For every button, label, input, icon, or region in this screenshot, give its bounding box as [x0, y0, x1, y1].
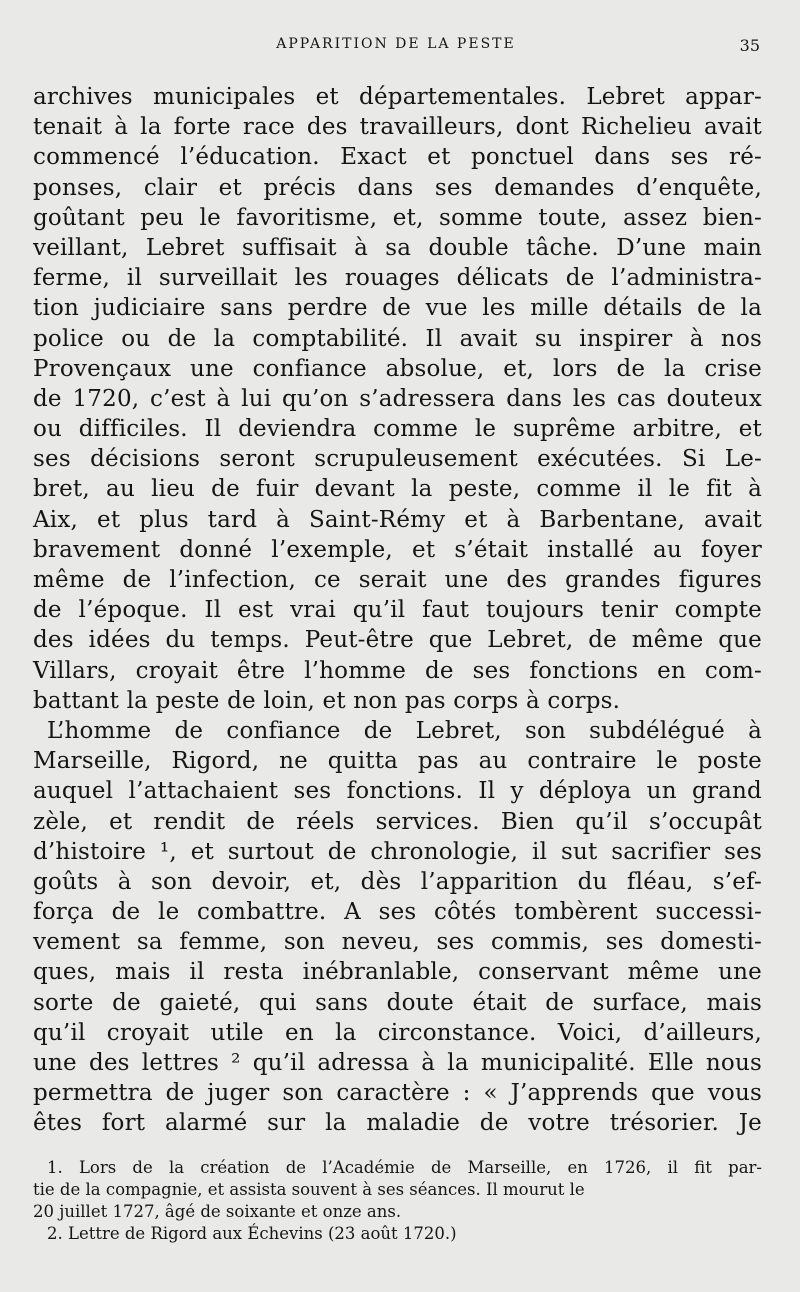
text-line: Villars, croyait être l’homme de ses fonctions en com- — [33, 657, 762, 684]
text-line: tion judiciaire sans perdre de vue les mille détails de la — [33, 295, 762, 322]
text-line: bret, au lieu de fuir devant la peste, comme il le fit à — [33, 476, 762, 503]
text-line: archives municipales et départementales. Lebret appar- — [33, 84, 762, 110]
footnote-line: 20 juillet 1727, âgé de soixante et onze ans. — [33, 1202, 402, 1221]
text-line: Marseille, Rigord, ne quitta pas au contraire le poste — [33, 748, 762, 775]
footnotes — [33, 1157, 762, 1245]
text-line: ponses, clair et précis dans ses demandes d’enquête, — [33, 174, 762, 201]
text-line: êtes fort alarmé sur la maladie de votre trésorier. Je — [33, 1110, 762, 1137]
text-line: permettra de juger son caractère : « J’apprends que vous — [33, 1080, 762, 1107]
text-line: de l’époque. Il est vrai qu’il faut toujours tenir compte — [33, 597, 762, 624]
text-line: des idées du temps. Peut-être que Lebret, de même que — [33, 627, 762, 654]
text-line: ou difficiles. Il deviendra comme le suprême arbitre, et — [33, 416, 762, 443]
text-line: bravement donné l’exemple, et s’était installé au foyer — [33, 536, 762, 563]
text-line: même de l’infection, ce serait une des grandes figures — [33, 567, 762, 593]
text-line: tenait à la forte race des travailleurs, dont Richelieu avait — [33, 114, 762, 141]
text-line: L’homme de confiance de Lebret, son subdélégué à — [47, 717, 762, 744]
text-line: de 1720, c’est à lui qu’on s’adressera dans les cas douteux — [33, 385, 762, 412]
footnote-line: 1. Lors de la création de l’Académie de Marseille, en 1726, il fit par- — [47, 1158, 762, 1177]
text-line: battant la peste de loin, et non pas corps à corps. — [33, 687, 621, 714]
page-number: 35 — [739, 36, 760, 55]
text-line: vement sa femme, son neveu, ses commis, ses domesti- — [33, 929, 762, 956]
footnote-line: 2. Lettre de Rigord aux Échevins (23 août 1720.) — [47, 1224, 457, 1243]
running-title: APPARITION DE LA PESTE — [276, 36, 516, 52]
footnote-line: tie de la compagnie, et assista souvent à ses séances. Il mourut le — [33, 1180, 585, 1199]
text-line: Aix, et plus tard à Saint-Rémy et à Barbentane, avait — [33, 506, 762, 533]
text-line: goûtant peu le favoritisme, et, somme toute, assez bien- — [33, 204, 762, 231]
body-text — [33, 82, 762, 1139]
text-line: auquel l’attachaient ses fonctions. Il y déploya un grand — [33, 778, 762, 805]
text-line: d’histoire ¹, et surtout de chronologie, il sut sacrifier ses — [33, 838, 762, 865]
text-line: ses décisions seront scrupuleusement exécutées. Si Le- — [33, 446, 762, 473]
page-header — [32, 36, 760, 58]
text-line: goûts à son devoir, et, dès l’apparition du fléau, s’ef- — [33, 868, 762, 895]
text-line: ques, mais il resta inébranlable, conservant même une — [33, 959, 762, 986]
text-line: une des lettres ² qu’il adressa à la municipalité. Elle nous — [33, 1050, 762, 1076]
text-line: commencé l’éducation. Exact et ponctuel dans ses ré- — [33, 144, 762, 171]
text-line: Provençaux une confiance absolue, et, lors de la crise — [33, 355, 762, 382]
text-line: police ou de la comptabilité. Il avait su inspirer à nos — [33, 325, 762, 352]
text-line: força de le combattre. A ses côtés tombèrent successi- — [33, 899, 762, 926]
text-line: sorte de gaieté, qui sans doute était de surface, mais — [33, 989, 762, 1016]
text-line: veillant, Lebret suffisait à sa double tâche. D’une main — [33, 234, 762, 261]
text-line: qu’il croyait utile en la circonstance. Voici, d’ailleurs, — [33, 1019, 762, 1046]
text-line: ferme, il surveillait les rouages délicats de l’administra- — [33, 265, 762, 292]
text-line: zèle, et rendit de réels services. Bien qu’il s’occupât — [33, 808, 762, 835]
